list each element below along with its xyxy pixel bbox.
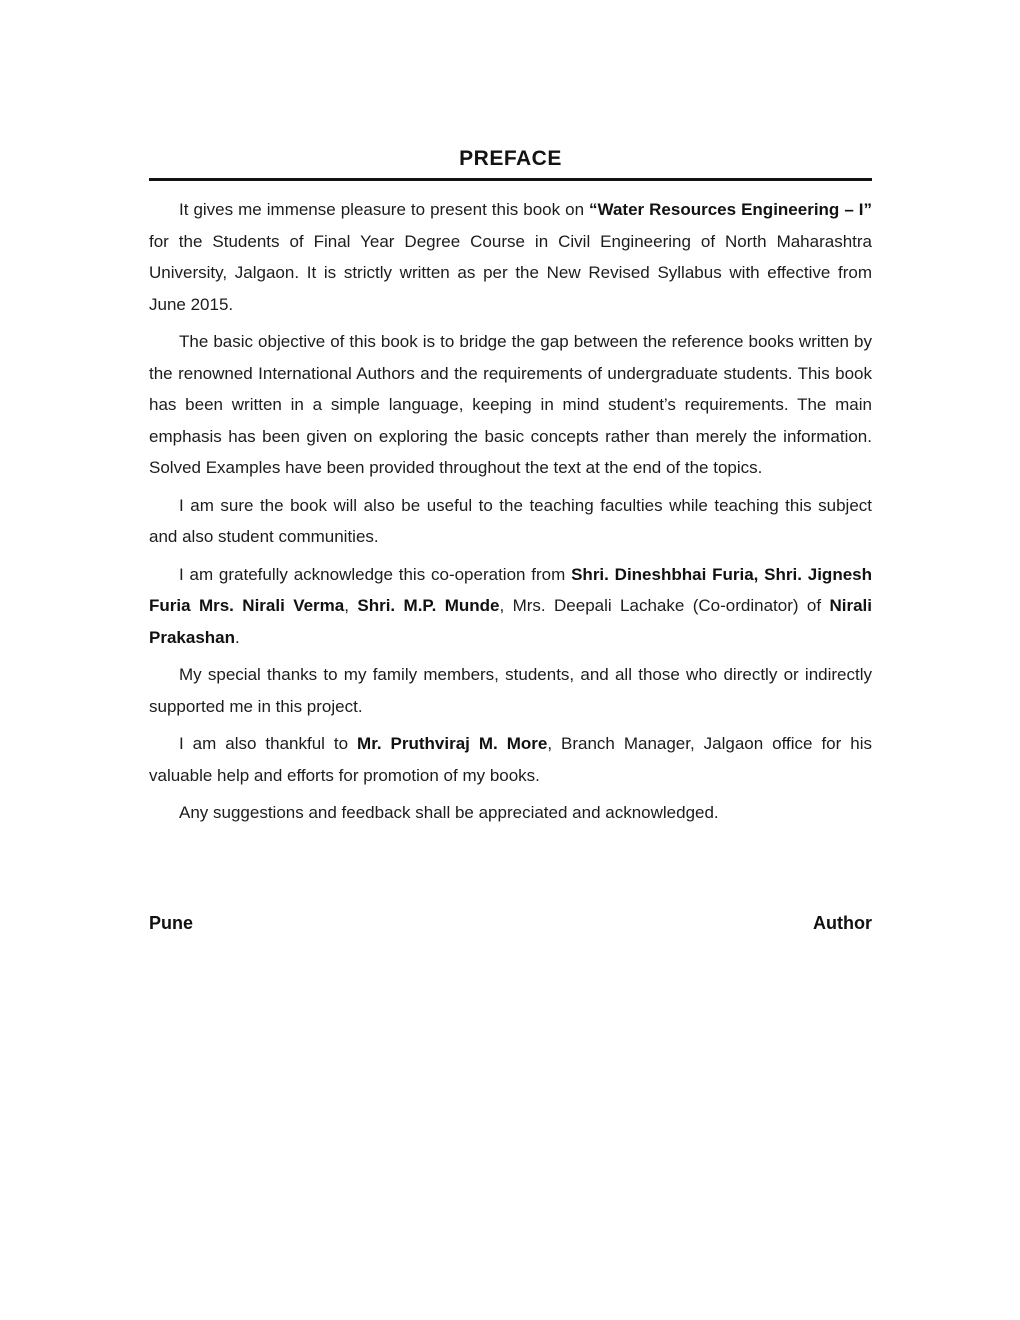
text-run: My special thanks to my family members, students, and all those who directly or indirectly supported me in this project. (149, 665, 872, 716)
place-label: Pune (149, 912, 194, 933)
text-run: I am gratefully acknowledge this co-operation from (179, 564, 572, 584)
text-run: for the Students of Final Year Degree Course in Civil Engineering of North Maharashtra University, Jalgaon. It is strictly written as per the New Revised Syllabus with effective from June 2015. (149, 231, 872, 314)
page-content (149, 148, 872, 934)
bold-text-run: Nirali Prakashan (149, 596, 873, 647)
paragraph (149, 659, 872, 722)
paragraph (149, 728, 872, 791)
title-underline (149, 178, 872, 181)
text-run: , Branch Manager, Jalgaon office for his valuable help and efforts for promotion of my books. (149, 734, 872, 785)
text-run: , Mrs. Deepali Lachake (Co-ordinator) of (499, 596, 830, 615)
bold-text-run: “Water Resources Engineering – I” (589, 200, 872, 219)
text-run: It gives me immense pleasure to present this book on (179, 200, 590, 219)
bold-text-run: Shri. M.P. Munde (357, 596, 500, 615)
text-run: , (344, 596, 358, 615)
text-run: The basic objective of this book is to bridge the gap between the reference books written by the renowned International Authors and the requirements of undergraduate students. This book has been written in a simple language, keeping in mind student’s requirements. The main emphasis has been given on exploring the basic concepts rather than merely the information. Solved Examples have been provided throughout the text at the end of the topics. (149, 332, 872, 477)
text-run: Any suggestions and feedback shall be appreciated and acknowledged. (179, 803, 719, 822)
signature-row (149, 913, 872, 934)
paragraph (149, 194, 872, 320)
author-label: Author (813, 912, 872, 933)
preface-body (149, 194, 872, 829)
bold-text-run: Mr. Pruthviraj M. More (357, 734, 548, 753)
paragraph (149, 797, 872, 829)
paragraph (149, 326, 872, 484)
text-run: . (235, 627, 240, 647)
page-title: PREFACE (459, 147, 562, 170)
paragraph (149, 559, 872, 654)
text-run: I am sure the book will also be useful to the teaching faculties while teaching this subject and also student communities. (149, 495, 872, 546)
paragraph (149, 490, 872, 553)
bold-text-run: Shri. Dineshbhai Furia, Shri. Jignesh Furia Mrs. Nirali Verma (149, 564, 872, 615)
text-run: I am also thankful to (179, 734, 358, 753)
